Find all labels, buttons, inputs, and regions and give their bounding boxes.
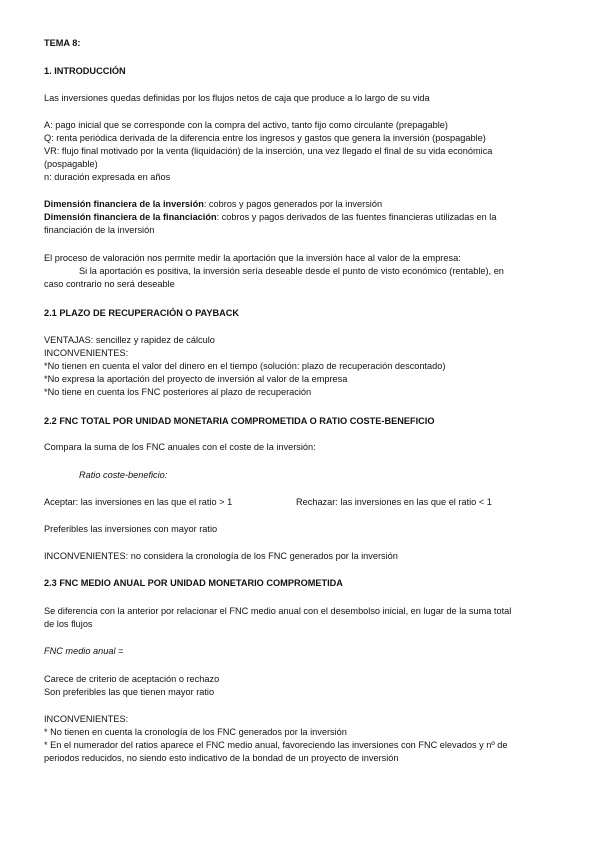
- section-2-3-heading: 2.3 FNC MEDIO ANUAL POR UNIDAD MONETARIO COMPROMETIDA: [44, 578, 343, 588]
- intro-paragraph: Las inversiones quedas definidas por los flujos netos de caja que produce a lo largo de su vida: [44, 93, 430, 103]
- payback-inconvenientes-label: INCONVENIENTES:: [44, 348, 129, 358]
- section-2-2-heading: 2.2 FNC TOTAL POR UNIDAD MONETARIA COMPROMETIDA O RATIO COSTE-BENEFICIO: [44, 416, 435, 426]
- fnc-medio-diferencia-line1: Se diferencia con la anterior por relacionar el FNC medio anual con el desembolso inicial, en lugar de la suma total: [44, 606, 512, 616]
- ratio-aceptar: Aceptar: las inversiones en las que el ratio > 1: [44, 497, 233, 507]
- fnc-medio-inconveniente-2-line1: * En el numerador del ratios aparece el FNC medio anual, favoreciendo las inversiones con FNC elevados y nº de: [44, 740, 508, 750]
- payback-ventajas: VENTAJAS: sencillez y rapidez de cálculo: [44, 335, 215, 345]
- ratio-coste-beneficio-label: Ratio coste-beneficio:: [79, 470, 168, 480]
- ratio-rechazar: Rechazar: las inversiones en las que el ratio < 1: [296, 497, 492, 507]
- fnc-medio-carece: Carece de criterio de aceptación o rechazo: [44, 674, 220, 684]
- fnc-medio-diferencia-line2: de los flujos: [44, 619, 93, 629]
- definition-vr-line2: (pospagable): [44, 159, 98, 169]
- valoracion-line3: caso contrario no será deseable: [44, 279, 175, 289]
- payback-inconveniente-2: *No expresa la aportación del proyecto de inversión al valor de la empresa: [44, 374, 348, 384]
- definition-n: n: duración expresada en años: [44, 172, 171, 182]
- dimension-inversion-text: : cobros y pagos generados por la inversión: [203, 199, 383, 209]
- fnc-medio-inconvenientes-label: INCONVENIENTES:: [44, 714, 129, 724]
- dimension-financiacion: [44, 211, 496, 223]
- valoracion-line1: El proceso de valoración nos permite medir la aportación que la inversión hace al valor de la empresa:: [44, 253, 461, 263]
- section-1-heading: 1. INTRODUCCIÓN: [44, 66, 126, 76]
- ratio-inconvenientes: INCONVENIENTES: no considera la cronología de los FNC generados por la inversión: [44, 551, 398, 561]
- payback-inconveniente-1: *No tienen en cuenta el valor del dinero en el tiempo (solución: plazo de recuperación descontado): [44, 361, 446, 371]
- fnc-medio-inconveniente-2-line2: periodos reducidos, no siendo esto indicativo de la bondad de un proyecto de inversión: [44, 753, 399, 763]
- ratio-compara: Compara la suma de los FNC anuales con el coste de la inversión:: [44, 442, 316, 452]
- dimension-inversion-label: Dimensión financiera de la inversión: [44, 199, 204, 209]
- fnc-medio-anual-formula-label: FNC medio anual =: [44, 646, 124, 656]
- topic-title: TEMA 8:: [44, 38, 81, 48]
- fnc-medio-inconveniente-1: * No tienen en cuenta la cronología de los FNC generados por la inversión: [44, 727, 347, 737]
- dimension-inversion: [44, 198, 382, 210]
- valoracion-line2: Si la aportación es positiva, la inversión sería deseable desde el punto de visto económico (rentable), en: [79, 266, 504, 276]
- definition-a: A: pago inicial que se corresponde con la compra del activo, tanto fijo como circulante (prepagable): [44, 120, 448, 130]
- ratio-preferibles: Preferibles las inversiones con mayor ratio: [44, 524, 218, 534]
- section-2-1-heading: 2.1 PLAZO DE RECUPERACIÓN O PAYBACK: [44, 308, 240, 318]
- definition-q: Q: renta periódica derivada de la diferencia entre los ingresos y gastos que genera la inversión (pospagable): [44, 133, 486, 143]
- dimension-financiacion-line2: financiación de la inversión: [44, 225, 155, 235]
- fnc-medio-preferibles: Son preferibles las que tienen mayor ratio: [44, 687, 215, 697]
- dimension-financiacion-text: : cobros y pagos derivados de las fuentes financieras utilizadas en la: [216, 212, 497, 222]
- definition-vr-line1: VR: flujo final motivado por la venta (liquidación) de la inserción, una vez llegado el final de su vida económica: [44, 146, 493, 156]
- payback-inconveniente-3: *No tiene en cuenta los FNC posteriores al plazo de recuperación: [44, 387, 312, 397]
- dimension-financiacion-label: Dimensión financiera de la financiación: [44, 212, 217, 222]
